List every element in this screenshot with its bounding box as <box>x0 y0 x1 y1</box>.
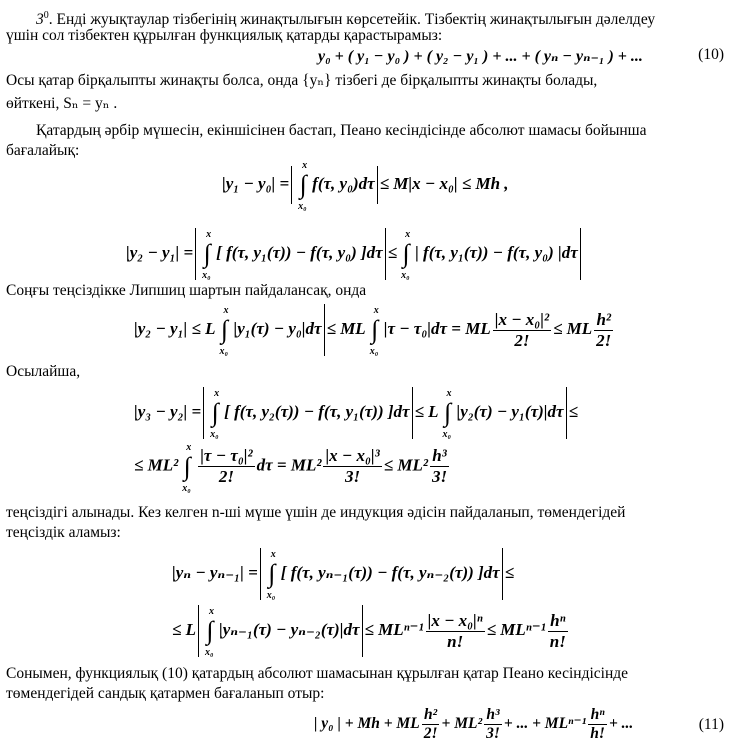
fraction-numerator: |τ − τ₀|² <box>200 446 253 465</box>
equation-d-tail: ≤ <box>568 401 578 421</box>
equation-g <box>172 605 570 657</box>
section-number: 3 <box>36 11 44 29</box>
fraction <box>548 611 568 652</box>
integral-sign: x ∫ x₀ <box>401 229 411 281</box>
abs-bar <box>580 228 581 280</box>
integral-sign: x ∫ x₀ <box>298 160 308 212</box>
paragraph-6-line-2: теңсіздік аламыз: <box>6 524 121 541</box>
equation-d-mid: ≤ L <box>414 401 439 421</box>
fraction <box>323 446 381 487</box>
abs-bar <box>198 605 199 657</box>
abs-bar <box>260 548 261 600</box>
integral-sign: x ∫ x₀ <box>210 388 220 440</box>
fraction <box>588 706 607 743</box>
equation-a-rhs: ≤ M|x − x₀| ≤ Mh , <box>379 173 509 193</box>
abs-bar <box>385 228 386 280</box>
integral-upper: x <box>373 305 379 316</box>
paragraph-2-line-2: өйткені, Sₙ = yₙ . <box>6 95 118 112</box>
fraction-numerator: h² <box>594 310 613 331</box>
integral-lower: x₀ <box>369 346 379 357</box>
equation-d <box>134 387 578 439</box>
equation-11-part-a: | y₀ | + Mh + ML <box>314 715 420 733</box>
paragraph-1-text-1: . Енді жуықтаулар тізбегінің жинақтылығын көрсетейік. Тізбектің жинақтылығын дәлелдеу <box>48 11 656 29</box>
equation-a <box>222 160 509 212</box>
abs-bar <box>377 166 378 204</box>
equation-10: y₀ + ( y₁ − y₀ ) + ( y₂ − y₁ ) + ... + ( yₙ − yₙ₋₁ ) + ... <box>318 48 643 65</box>
paragraph-7-line-2: төмендегідей сандық қатармен бағаланып отыр: <box>6 685 325 702</box>
equation-e-mid-2: ≤ ML² <box>383 455 428 475</box>
abs-bar <box>502 548 503 600</box>
equation-11-part-b: + ML² <box>441 715 483 733</box>
fraction-denominator: h! <box>590 725 605 742</box>
integral-upper: x <box>405 229 411 240</box>
equation-11 <box>314 706 633 743</box>
equation-f-tail: ≤ <box>504 562 515 582</box>
equation-c-mid: ≤ ML <box>326 318 366 338</box>
equation-g-mid-2: ≤ MLⁿ⁻¹ <box>486 619 546 639</box>
integral-upper: x <box>223 305 229 316</box>
integral-lower: x₀ <box>210 429 219 440</box>
equation-b-body: [ f(τ, y₁(τ)) − f(τ, y₀) ]dτ <box>216 242 383 262</box>
integral-sign: x ∫ x₀ <box>204 606 214 658</box>
integral-lower: x₀ <box>182 482 191 494</box>
paragraph-4-line-1: Соңғы теңсіздікке Липшиц шартын пайдалансақ, онда <box>6 282 367 299</box>
integral-sign: x ∫ x₀ <box>266 549 276 601</box>
equation-c <box>134 304 615 356</box>
fraction-numerator: |x − x₀|ⁿ <box>427 610 483 630</box>
fraction-denominator: 2! <box>423 725 438 742</box>
paragraph-7-line-1: Сонымен, функциялық (10) қатардың абсолют шамасынан құрылған қатар Пеано кесіндісінде <box>6 665 629 682</box>
integral-sign: x ∫ x₀ <box>182 441 192 494</box>
fraction-numerator: hⁿ <box>588 706 607 725</box>
integral-upper: x <box>186 441 192 453</box>
equation-f-lhs: |yₙ − yₙ₋₁| = <box>172 562 258 582</box>
equation-d-body: [ f(τ, y₂(τ)) − f(τ, y₁(τ)) ]dτ <box>224 401 410 421</box>
paragraph-1-line-2: үшін сол тізбектен құрылған функциялық қатарды қарастырамыз: <box>6 27 443 44</box>
equation-e <box>134 441 451 494</box>
integral-lower: x₀ <box>219 346 228 357</box>
equation-b-mid: ≤ <box>387 242 398 262</box>
integral-lower: x₀ <box>202 270 211 281</box>
equation-c-mid-2: ≤ ML <box>553 318 593 338</box>
integral-lower: x₀ <box>204 647 214 658</box>
paragraph-3-line-1: Қатардың әрбір мүшесін, екіншісінен бастап, Пеано кесіндісінде абсолют шамасы бойынша <box>36 122 647 139</box>
paragraph-6-line-1: теңсіздігі алынады. Кез келген n-ші мүше үшін де индукция әдісін пайдаланып, төмендегідей <box>6 504 626 521</box>
paragraph-3-line-2: бағалайық: <box>6 142 80 159</box>
integral-upper: x <box>302 160 308 171</box>
equation-11-part-c: + ... + MLⁿ⁻¹ <box>503 715 587 733</box>
paragraph-5-line-1: Осылайша, <box>6 363 81 380</box>
integral-lower: x₀ <box>442 429 452 440</box>
fraction <box>198 446 254 487</box>
fraction-denominator: 3! <box>345 467 361 486</box>
equation-c-body: |y₁(τ) − y₀|dτ <box>233 318 322 338</box>
fraction-numerator: |x − x₀|² <box>494 309 550 329</box>
integral-upper: x <box>270 549 276 560</box>
abs-bar <box>203 387 204 439</box>
equation-11-number: (11) <box>698 716 724 733</box>
equation-a-body: f(τ, y₀)dτ <box>312 173 375 193</box>
integral-sign: x ∫ x₀ <box>369 305 379 357</box>
integral-upper: x <box>206 229 212 240</box>
equation-b-body-2: | f(τ, y₁(τ)) − f(τ, y₀) |dτ <box>415 242 578 262</box>
fraction <box>430 446 449 487</box>
fraction-denominator: 2! <box>596 330 612 350</box>
equation-10-number: (10) <box>698 46 724 63</box>
integral-sign: x ∫ x₀ <box>442 388 452 440</box>
fraction <box>422 706 440 743</box>
equation-a-lhs: |y₁ − y₀| = <box>222 173 290 193</box>
integral-lower: x₀ <box>298 201 307 212</box>
section-number-sup: 0 <box>43 10 49 21</box>
fraction <box>493 310 551 351</box>
equation-b <box>126 228 583 280</box>
fraction <box>426 611 485 652</box>
fraction-denominator: 2! <box>218 467 234 486</box>
fraction-denominator: 2! <box>514 330 530 350</box>
abs-bar <box>566 387 567 439</box>
equation-e-lhs: ≤ ML² <box>134 455 179 475</box>
fraction-numerator: h³ <box>430 446 449 467</box>
equation-c-lhs: |y₂ − y₁| ≤ L <box>134 318 216 338</box>
equation-11-part-d: + ... <box>608 715 634 733</box>
abs-bar <box>195 228 196 280</box>
abs-bar <box>362 605 363 657</box>
integral-sign: x ∫ x₀ <box>202 229 212 281</box>
fraction-numerator: hⁿ <box>548 611 568 632</box>
integral-upper: x <box>214 388 220 399</box>
abs-bar <box>324 304 325 356</box>
fraction-numerator: h³ <box>484 706 502 725</box>
integral-upper: x <box>208 606 214 617</box>
equation-g-body: |yₙ₋₁(τ) − yₙ₋₂(τ)|dτ <box>218 619 360 639</box>
fraction-numerator: |x − x₀|³ <box>325 446 380 465</box>
equation-b-lhs: |y₂ − y₁| = <box>126 242 194 262</box>
abs-bar <box>412 387 413 439</box>
equation-e-mid: dτ = ML² <box>256 455 322 475</box>
integral-sign: x ∫ x₀ <box>219 305 229 357</box>
fraction-denominator: n! <box>549 631 566 651</box>
fraction <box>484 706 502 743</box>
integral-lower: x₀ <box>266 590 276 601</box>
equation-g-mid: ≤ MLⁿ⁻¹ <box>364 619 424 639</box>
fraction-numerator: h² <box>422 706 440 725</box>
fraction <box>594 310 613 351</box>
abs-bar <box>291 166 292 204</box>
equation-d-body-2: |y₂(τ) − y₁(τ)|dτ <box>456 401 564 421</box>
integral-upper: x <box>446 388 452 399</box>
fraction-denominator: 3! <box>486 725 500 742</box>
equation-g-lhs: ≤ L <box>172 619 196 639</box>
fraction-denominator: 3! <box>431 467 448 486</box>
integral-lower: x₀ <box>401 270 410 281</box>
paragraph-2-line-1: Осы қатар бірқалыпты жинақты болса, онда {yₙ} тізбегі де бірқалыпты жинақты болады, <box>6 72 598 89</box>
equation-d-lhs: |y₃ − y₂| = <box>134 401 202 421</box>
equation-f-body: [ f(τ, yₙ₋₁(τ)) − f(τ, yₙ₋₂(τ)) ]dτ <box>280 562 500 582</box>
equation-c-body-2: |τ − τ₀|dτ = ML <box>383 318 491 338</box>
equation-f <box>172 548 514 600</box>
fraction-denominator: n! <box>447 631 464 651</box>
